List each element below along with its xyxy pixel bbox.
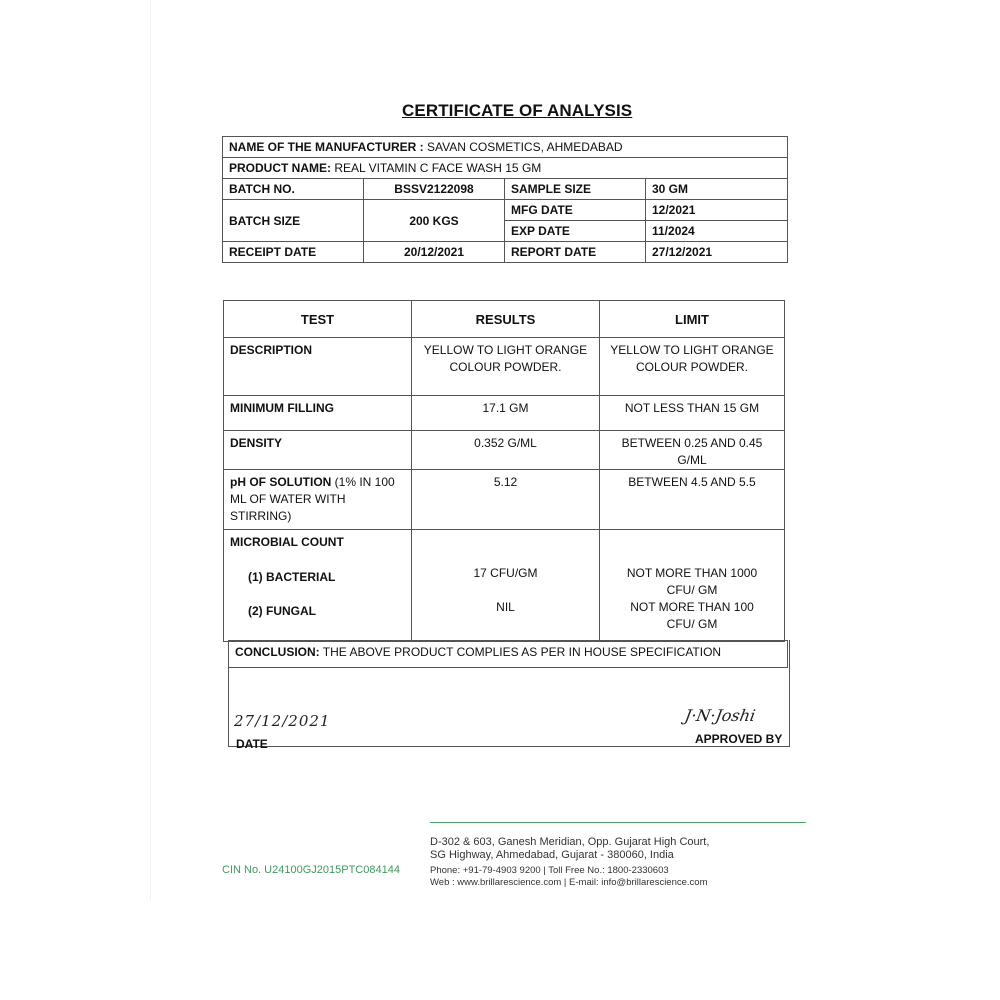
- microbial-test-cell: [224, 530, 412, 642]
- test-result: 5.12: [412, 470, 600, 530]
- microbial-limit-cell: [600, 530, 785, 642]
- address-line: D-302 & 603, Ganesh Meridian, Opp. Gujarat High Court,: [430, 836, 710, 848]
- test-name: DESCRIPTION: [224, 338, 412, 396]
- product-row: [223, 158, 788, 179]
- header-limit: LIMIT: [600, 301, 785, 338]
- table-row: [224, 530, 785, 642]
- header-test: TEST: [224, 301, 412, 338]
- table-row: [224, 431, 785, 470]
- product-info-table: [222, 136, 788, 263]
- cin-number: CIN No. U24100GJ2015PTC084144: [222, 864, 400, 876]
- signature: J·N·Joshi: [683, 706, 757, 725]
- ph-condition: (1% IN 100 ML OF WATER WITH STIRRING): [230, 475, 395, 523]
- table-row: [224, 396, 785, 431]
- manufacturer-value: SAVAN COSMETICS, AHMEDABAD: [427, 140, 623, 154]
- conclusion: [228, 640, 788, 668]
- test-limit: YELLOW TO LIGHT ORANGE COLOUR POWDER.: [600, 338, 785, 396]
- address-line: SG Highway, Ahmedabad, Gujarat - 380060, India: [430, 849, 674, 861]
- test-name: [224, 470, 412, 530]
- sample-size-label: SAMPLE SIZE: [505, 179, 646, 200]
- conclusion-text: THE ABOVE PRODUCT COMPLIES AS PER IN HOUSE SPECIFICATION: [319, 645, 722, 659]
- test-result: 17.1 GM: [412, 396, 600, 431]
- mfg-date-label: MFG DATE: [505, 200, 646, 221]
- test-result: YELLOW TO LIGHT ORANGE COLOUR POWDER.: [412, 338, 600, 396]
- manufacturer-label: NAME OF THE MANUFACTURER :: [229, 140, 424, 154]
- date-label: DATE: [236, 737, 268, 751]
- batch-no-value: BSSV2122098: [364, 179, 505, 200]
- conclusion-label: CONCLUSION:: [235, 645, 320, 659]
- product-value: REAL VITAMIN C FACE WASH 15 GM: [334, 161, 542, 175]
- receipt-date-value: 20/12/2021: [364, 242, 505, 263]
- handwritten-date: 27/12/2021: [234, 712, 331, 730]
- microbial-label: MICROBIAL COUNT: [230, 535, 344, 549]
- test-result: 0.352 G/ML: [412, 431, 600, 470]
- manufacturer-row: [223, 137, 788, 158]
- microbial-result-cell: [412, 530, 600, 642]
- mfg-date-value: 12/2021: [646, 200, 788, 221]
- approved-by-label: APPROVED BY: [695, 732, 783, 746]
- exp-date-value: 11/2024: [646, 221, 788, 242]
- batch-no-label: BATCH NO.: [223, 179, 364, 200]
- table-row: [224, 338, 785, 396]
- bacterial-label: (1) BACTERIAL: [248, 570, 336, 584]
- sample-size-value: 30 GM: [646, 179, 788, 200]
- page-title: CERTIFICATE OF ANALYSIS: [402, 101, 633, 120]
- footer-divider: [430, 822, 806, 823]
- phone-line: Phone: +91-79-4903 9200 | Toll Free No.: 1800-2330603: [430, 865, 669, 876]
- product-label: PRODUCT NAME:: [229, 161, 331, 175]
- batch-size-label: BATCH SIZE: [223, 200, 364, 242]
- test-results-table: [223, 300, 785, 642]
- test-limit: NOT LESS THAN 15 GM: [600, 396, 785, 431]
- fungal-result: NIL: [496, 600, 515, 614]
- test-name: DENSITY: [224, 431, 412, 470]
- test-name: MINIMUM FILLING: [224, 396, 412, 431]
- report-date-value: 27/12/2021: [646, 242, 788, 263]
- batch-size-value: 200 KGS: [364, 200, 505, 242]
- header-results: RESULTS: [412, 301, 600, 338]
- receipt-date-label: RECEIPT DATE: [223, 242, 364, 263]
- table-row: [224, 470, 785, 530]
- report-date-label: REPORT DATE: [505, 242, 646, 263]
- ph-label: pH OF SOLUTION: [230, 475, 332, 489]
- fungal-label: (2) FUNGAL: [248, 604, 316, 618]
- test-limit: BETWEEN 0.25 AND 0.45 G/ML: [600, 431, 785, 470]
- bacterial-limit: NOT MORE THAN 1000 CFU/ GM: [626, 566, 758, 597]
- exp-date-label: EXP DATE: [505, 221, 646, 242]
- test-limit: BETWEEN 4.5 AND 5.5: [600, 470, 785, 530]
- fungal-limit: NOT MORE THAN 100 CFU/ GM: [630, 600, 754, 631]
- bacterial-result: 17 CFU/GM: [473, 566, 538, 580]
- web-line: Web : www.brillarescience.com | E-mail: info@brillarescience.com: [430, 877, 708, 888]
- footer-address: [430, 836, 709, 889]
- paper-edge: [150, 0, 151, 900]
